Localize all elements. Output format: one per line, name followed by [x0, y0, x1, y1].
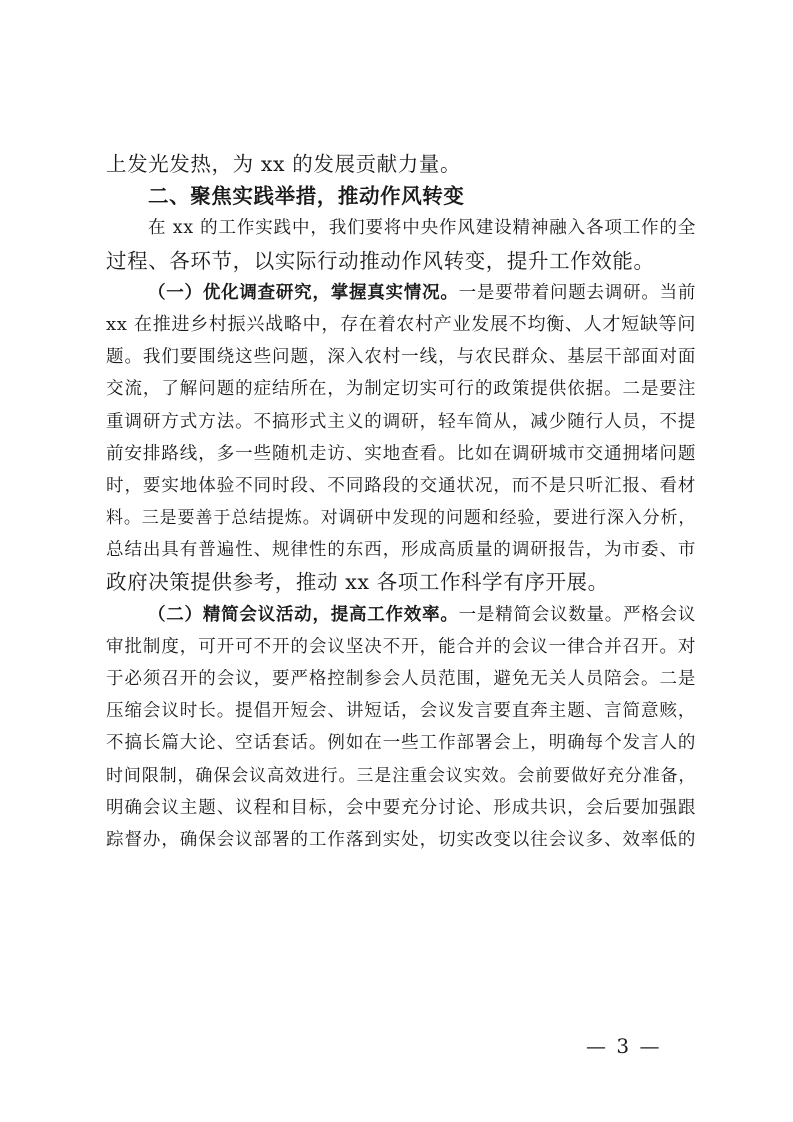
paragraph-line: 明确会议主题、议程和目标，会中要充分讨论、形成共识，会后要加强跟	[106, 797, 696, 818]
paragraph-line: 前安排路线，多一些随机走访、实地查看。比如在调研城市交通拥堵问题	[106, 443, 696, 464]
document-body	[106, 148, 696, 856]
paragraph-line: 时间限制，确保会议高效进行。三是注重会议实效。会前要做好充分准备，	[106, 765, 696, 786]
paragraph-line: 过程、各环节，以实际行动推动作风转变，提升工作效能。	[106, 248, 655, 273]
paragraph-line: 料。三是要善于总结提炼。对调研中发现的问题和经验，要进行深入分析，	[106, 508, 696, 529]
paragraph-line: 踪督办，确保会议部署的工作落到实处，切实改变以往会议多、效率低的	[106, 829, 696, 850]
paragraph-line: 重调研方式方法。不搞形式主义的调研，轻车简从，减少随行人员，不提	[106, 411, 696, 432]
subsection-heading: （一）优化调查研究，掌握真实情况。	[148, 282, 459, 303]
subsection-line	[106, 277, 696, 309]
paragraph-line: 压缩会议时长。提倡开短会、讲短话，会议发言要直奔主题、言简意赅，	[106, 701, 696, 722]
paragraph-text: 一是要带着问题去调研。当前	[458, 282, 696, 303]
paragraph-line: 审批制度，可开可不开的会议坚决不开，能合并的会议一律合并召开。对	[106, 636, 696, 657]
subsection-line	[106, 599, 696, 631]
paragraph-line: 总结出具有普遍性、规律性的东西，形成高质量的调研报告，为市委、市	[106, 540, 696, 561]
section-heading: 二、聚焦实践举措，推动作风转变	[148, 184, 465, 209]
paragraph-line: 时，要实地体验不同时段、不同路段的交通状况，而不是只听汇报、看材	[106, 475, 696, 496]
paragraph-line: 上发光发热，为 xx 的发展贡献力量。	[106, 152, 462, 176]
subsection-heading: （二）精简会议活动，提高工作效率。	[148, 604, 459, 625]
page-number: — 3 —	[586, 1034, 662, 1058]
paragraph-line: 题。我们要围绕这些问题，深入农村一线，与农民群众、基层干部面对面	[106, 347, 696, 368]
paragraph-line: 于必须召开的会议，要严格控制参会人员范围，避免无关人员陪会。二是	[106, 669, 696, 689]
paragraph-line: 在 xx 的工作实践中，我们要将中央作风建设精神融入各项工作的全	[148, 218, 696, 239]
paragraph-line: xx 在推进乡村振兴战略中，存在着农村产业发展不均衡、人才短缺等问	[106, 313, 696, 335]
paragraph-line: 政府决策提供参考，推动 xx 各项工作科学有序开展。	[106, 570, 609, 595]
paragraph-line: 交流，了解问题的症结所在，为制定切实可行的政策提供依据。二是要注	[106, 379, 696, 400]
paragraph-text: 一是精简会议数量。严格会议	[458, 604, 696, 625]
paragraph-line: 不搞长篇大论、空话套话。例如在一些工作部署会上，明确每个发言人的	[106, 733, 696, 754]
